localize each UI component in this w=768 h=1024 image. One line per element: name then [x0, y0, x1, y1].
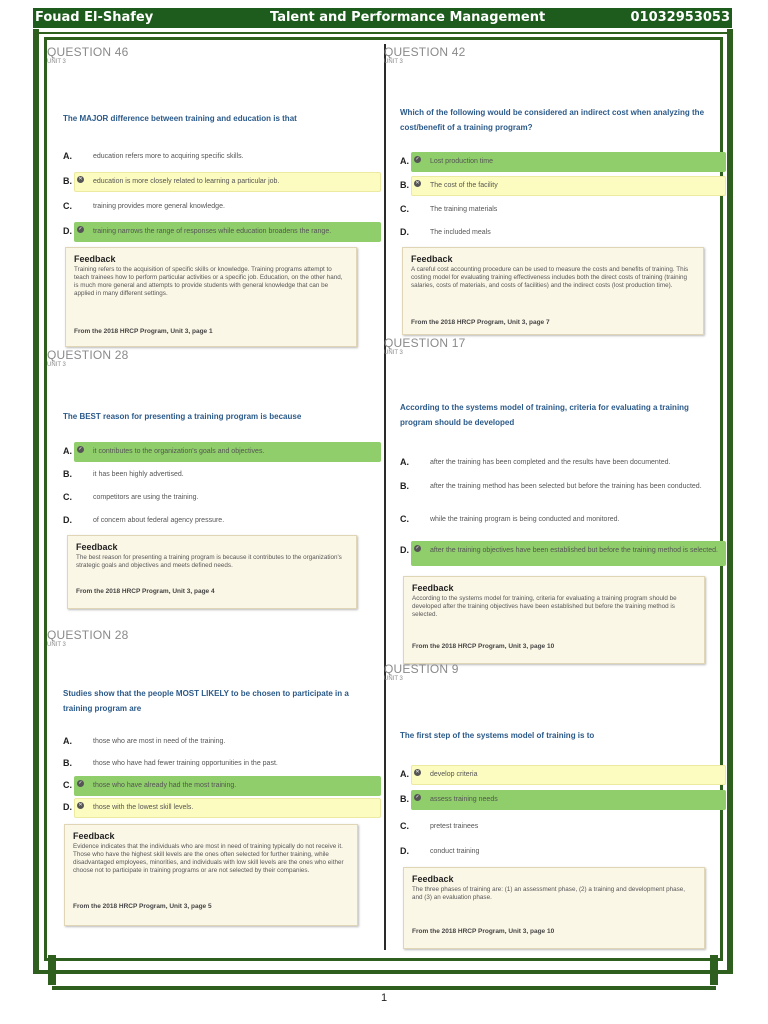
incorrect-icon: ✕: [415, 180, 420, 186]
feedback-box: [403, 867, 705, 949]
option-letter: A.: [63, 446, 72, 456]
option-text: The cost of the facility: [430, 182, 498, 189]
answer-option[interactable]: [384, 200, 726, 220]
option-letter: B.: [400, 794, 409, 804]
header-bar: [33, 8, 732, 28]
question-card: [384, 336, 726, 662]
question-text: According to the systems model of training, criteria for evaluating a training program should be developed: [400, 403, 689, 427]
feedback-text: Training refers to the acquisition of specific skills or knowledge. Training programs attempt to teach trainees how to perform particular activities or a specific job. Education, on the other hand, is much more general and attempts to provide students with general knowledge that can be applied in many different settings.: [74, 266, 343, 297]
option-letter: D.: [400, 846, 409, 856]
feedback-source: From the 2018 HRCP Program, Unit 3, page 4: [76, 588, 215, 595]
incorrect-icon: ✕: [415, 769, 420, 775]
answer-option[interactable]: [384, 765, 726, 785]
answer-option[interactable]: [47, 776, 381, 796]
option-letter: B.: [400, 481, 409, 491]
feedback-source: From the 2018 HRCP Program, Unit 3, page 7: [411, 319, 550, 326]
option-text: after the training objectives have been established but before the training method is selected.: [430, 547, 718, 554]
option-letter: B.: [63, 176, 72, 186]
answer-option[interactable]: [47, 465, 381, 485]
option-letter: A.: [400, 457, 409, 467]
option-text: pretest trainees: [430, 823, 479, 830]
question-text: The first step of the systems model of training is to: [400, 731, 595, 740]
answer-option[interactable]: [384, 477, 726, 503]
option-text: those who are most in need of the training.: [93, 738, 226, 745]
feedback-box: [403, 576, 705, 664]
answer-option[interactable]: [47, 442, 381, 462]
incorrect-icon: ✕: [78, 176, 83, 182]
option-text: competitors are using the training.: [93, 494, 199, 501]
answer-option[interactable]: [47, 197, 381, 217]
answer-option[interactable]: [384, 817, 726, 837]
option-letter: C.: [63, 201, 72, 211]
question-card: [384, 45, 726, 335]
check-icon: ✓: [415, 794, 420, 800]
option-letter: C.: [400, 514, 409, 524]
option-letter: D.: [63, 515, 72, 525]
check-icon: ✓: [415, 156, 420, 162]
question-heading: QUESTION 46: [47, 45, 129, 59]
option-text: Lost production time: [430, 158, 494, 165]
option-letter: C.: [63, 780, 72, 790]
feedback-box: [402, 247, 704, 335]
question-heading: QUESTION 28: [47, 628, 129, 642]
unit-label: UNIT 3: [384, 676, 403, 682]
question-text: The MAJOR difference between training and education is that: [63, 114, 297, 123]
feedback-source: From the 2018 HRCP Program, Unit 3, page 10: [412, 928, 555, 935]
question-text: Which of the following would be considered an indirect cost when analyzing the cost/benefit of a training program?: [400, 108, 705, 132]
question-card: [47, 628, 383, 928]
option-letter: A.: [400, 769, 409, 779]
feedback-title: Feedback: [74, 254, 116, 264]
answer-option[interactable]: [47, 732, 381, 752]
question-card: [384, 662, 726, 952]
option-letter: D.: [63, 226, 72, 236]
option-letter: C.: [63, 492, 72, 502]
option-text: it has been highly advertised.: [93, 471, 184, 478]
option-letter: D.: [63, 802, 72, 812]
option-text: conduct training: [430, 848, 480, 855]
check-icon: ✓: [415, 545, 420, 551]
question-heading: QUESTION 17: [384, 336, 466, 350]
option-letter: D.: [400, 545, 409, 555]
feedback-text: Evidence indicates that the individuals who are most in need of training typically do not receive it. Those who have the highest skill levels are the ones often selected for further training, while disadvantaged employees, minorities, and individuals with low skill levels are the ones who either choose not to participate in training programs or are not selected by their companies.: [73, 843, 344, 874]
answer-option[interactable]: [384, 152, 726, 172]
feedback-title: Feedback: [411, 254, 453, 264]
answer-option[interactable]: [47, 222, 381, 242]
feedback-text: The best reason for presenting a training program is because it contributes to the organization's strategic goals and objectives and meets defined needs.: [76, 554, 342, 569]
author-name: Fouad El-Shafey: [35, 10, 154, 25]
feedback-box: [65, 247, 357, 347]
feedback-title: Feedback: [412, 874, 454, 884]
option-letter: B.: [400, 180, 409, 190]
feedback-source: From the 2018 HRCP Program, Unit 3, page 5: [73, 903, 212, 910]
feedback-source: From the 2018 HRCP Program, Unit 3, page 1: [74, 328, 213, 335]
answer-option[interactable]: [47, 172, 381, 192]
question-card: [47, 348, 383, 610]
page-number: 1: [380, 992, 388, 1004]
unit-label: UNIT 3: [384, 59, 403, 65]
phone-number: 01032953053: [630, 10, 730, 25]
check-icon: ✓: [78, 446, 83, 452]
question-heading: QUESTION 28: [47, 348, 129, 362]
option-text: training provides more general knowledge.: [93, 203, 225, 210]
answer-option[interactable]: [384, 790, 726, 810]
option-text: assess training needs: [430, 796, 498, 803]
option-text: while the training program is being conducted and monitored.: [430, 516, 620, 523]
feedback-text: A careful cost accounting procedure can be used to measure the costs and benefits of training. This costing model for evaluating training effectiveness includes both the direct costs of training (training salaries, costs of materials, and costs of facilities) and the indirect costs (lost production time).: [411, 266, 689, 289]
question-text: Studies show that the people MOST LIKELY to be chosen to participate in a training program are: [63, 689, 349, 713]
answer-option[interactable]: [47, 488, 381, 508]
answer-option[interactable]: [47, 147, 381, 167]
option-letter: A.: [400, 156, 409, 166]
option-text: after the training has been completed and the results have been documented.: [430, 459, 671, 466]
option-letter: D.: [400, 227, 409, 237]
answer-option[interactable]: [384, 453, 726, 473]
answer-option[interactable]: [384, 541, 726, 566]
option-text: The included meals: [430, 229, 491, 236]
unit-label: UNIT 3: [47, 362, 66, 368]
feedback-text: According to the systems model for training, criteria for evaluating a training program should be developed after the training objectives have been established but before the training method is selected.: [412, 595, 677, 618]
feedback-title: Feedback: [412, 583, 454, 593]
question-card: [47, 45, 383, 348]
answer-option[interactable]: [47, 798, 381, 818]
option-text: education is more closely related to learning a particular job.: [93, 178, 280, 185]
answer-option[interactable]: [384, 223, 726, 243]
check-icon: ✓: [78, 226, 83, 232]
feedback-text: The three phases of training are: (1) an assessment phase, (2) a training and development phase, and (3) an evaluation phase.: [412, 886, 686, 901]
option-letter: C.: [400, 204, 409, 214]
option-letter: A.: [63, 736, 72, 746]
option-text: education refers more to acquiring specific skills.: [93, 153, 244, 160]
option-text: those who have already had the most training.: [93, 782, 237, 789]
question-heading: QUESTION 9: [384, 662, 459, 676]
check-icon: ✓: [78, 780, 83, 786]
unit-label: UNIT 3: [47, 642, 66, 648]
feedback-box: [67, 535, 357, 609]
feedback-title: Feedback: [76, 542, 118, 552]
question-heading: QUESTION 42: [384, 45, 466, 59]
option-letter: B.: [63, 758, 72, 768]
option-letter: C.: [400, 821, 409, 831]
feedback-source: From the 2018 HRCP Program, Unit 3, page 10: [412, 643, 555, 650]
option-letter: B.: [63, 469, 72, 479]
answer-option[interactable]: [384, 842, 726, 862]
answer-option[interactable]: [384, 176, 726, 196]
feedback-box: [64, 824, 358, 926]
incorrect-icon: ✕: [78, 802, 83, 808]
option-letter: A.: [63, 151, 72, 161]
option-text: training narrows the range of responses while education broadens the range.: [93, 228, 332, 235]
unit-label: UNIT 3: [384, 350, 403, 356]
option-text: those who have had fewer training opportunities in the past.: [93, 760, 278, 767]
option-text: those with the lowest skill levels.: [93, 804, 194, 811]
answer-option[interactable]: [47, 511, 381, 531]
option-text: of concern about federal agency pressure.: [93, 517, 225, 524]
feedback-title: Feedback: [73, 831, 115, 841]
option-text: The training materials: [430, 206, 498, 213]
answer-option[interactable]: [384, 510, 726, 530]
option-text: after the training method has been selected but before the training has been conducted.: [430, 483, 702, 490]
document-title: Talent and Performance Management: [270, 10, 546, 25]
option-text: develop criteria: [430, 771, 478, 778]
unit-label: UNIT 3: [47, 59, 66, 65]
question-text: The BEST reason for presenting a training program is because: [63, 412, 302, 421]
option-text: it contributes to the organization's goals and objectives.: [93, 448, 265, 455]
answer-option[interactable]: [47, 754, 381, 774]
